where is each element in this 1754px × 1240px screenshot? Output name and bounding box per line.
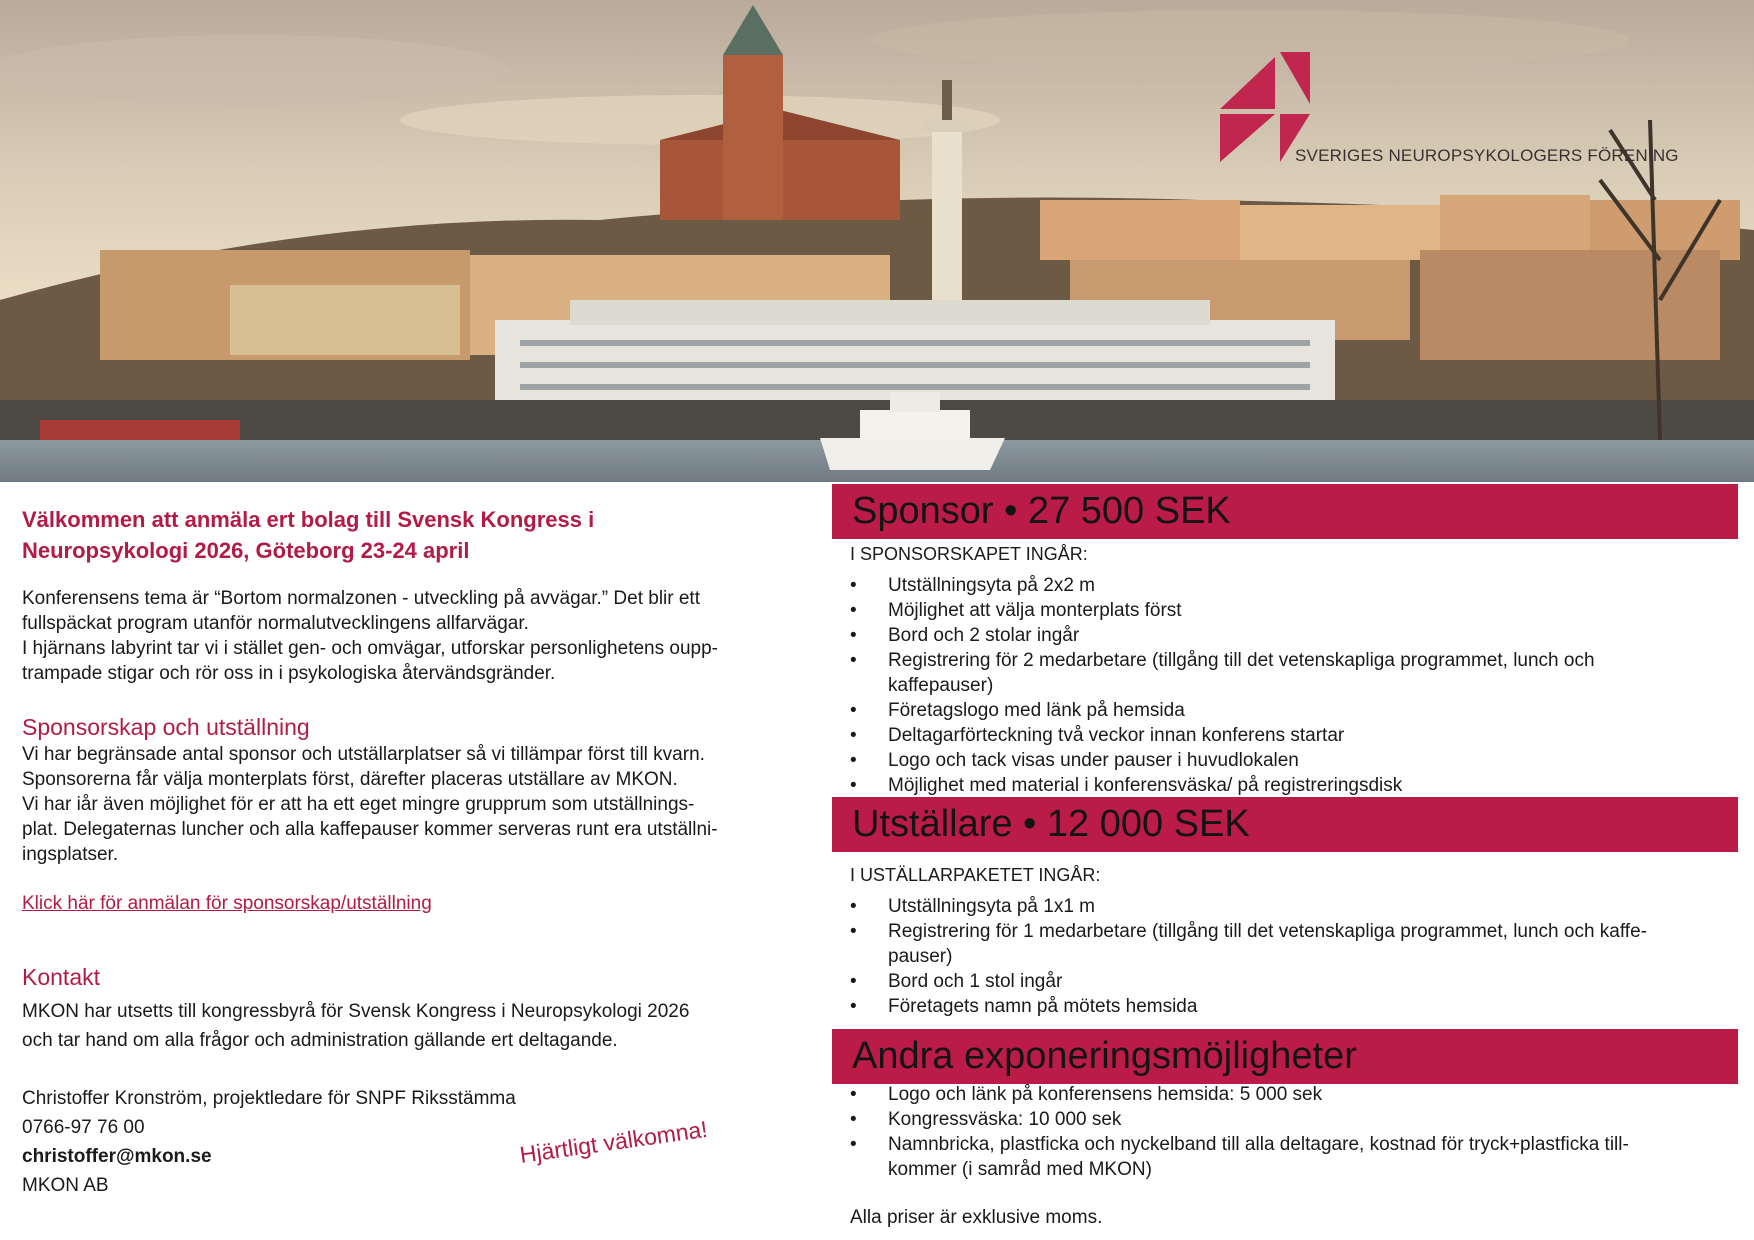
bullet-icon: •	[850, 700, 857, 721]
intro-heading-line: Välkommen att anmäla ert bolag till Svensk Kongress i	[22, 507, 595, 532]
list-item: • Registrering för 1 medarbetare (tillgång till det vetenskapliga programmet, lunch och kaffe- pauser)	[850, 921, 1647, 967]
bullet-icon: •	[850, 775, 857, 796]
paragraph-line: I hjärnans labyrint tar vi i stället gen- och omvägar, utforskar personlighetens oupp-	[22, 638, 718, 659]
bullet-icon: •	[850, 650, 857, 671]
bullet-icon: •	[850, 750, 857, 771]
list-item: • Utställningsyta på 1x1 m	[850, 896, 1095, 917]
bullet-icon: •	[850, 725, 857, 746]
exhibitor-package-band: Utställare • 12 000 SEK	[832, 797, 1738, 852]
bullet-icon: •	[850, 1109, 857, 1130]
paragraph-line: Sponsorerna får välja monterplats först, därefter placeras utställare av MKON.	[22, 769, 678, 790]
intro-heading	[22, 504, 802, 566]
sponsorship-paragraph	[22, 742, 802, 867]
list-item: • Företagets namn på mötets hemsida	[850, 996, 1198, 1017]
list-item: • Bord och 2 stolar ingår	[850, 625, 1080, 646]
bullet-icon: •	[850, 1134, 857, 1155]
paragraph-line: Vi har iår även möjlighet för er att ha ett eget mingre grupprum som utställnings-	[22, 794, 695, 815]
list-item: • Möjlighet med material i konferensväska/ på registreringsdisk	[850, 775, 1403, 796]
sponsor-package-band: Sponsor • 27 500 SEK	[832, 484, 1738, 539]
sponsor-package-list	[850, 573, 1730, 798]
list-item: • Företagslogo med länk på hemsida	[850, 700, 1185, 721]
other-options-list	[850, 1082, 1730, 1182]
list-item: • Deltagarförteckning två veckor innan konferens startar	[850, 725, 1345, 746]
paragraph-line: trampade stigar och rör oss in i psykologiska återvändsgränder.	[22, 663, 556, 684]
bullet-icon: •	[850, 1084, 857, 1105]
list-item: • Kongressväska: 10 000 sek	[850, 1109, 1122, 1130]
exhibitor-package-subtitle: I USTÄLLARPAKETET INGÅR:	[850, 865, 1101, 885]
bullet-icon: •	[850, 575, 857, 596]
paragraph-line: fullspäckat program utanför normalutvecklingens allfarvägar.	[22, 613, 529, 634]
other-options-band: Andra exponeringsmöjligheter	[832, 1029, 1738, 1084]
snpf-logo-text: SVERIGES NEUROPSYKOLOGERS FÖRENING	[1295, 146, 1679, 165]
snpf-logo	[1215, 52, 1679, 168]
paragraph-line: ingsplatser.	[22, 844, 119, 865]
contact-person-name: Christoffer Kronström, projektledare för SNPF Riksstämma	[22, 1088, 516, 1109]
bullet-icon: •	[850, 921, 857, 942]
sponsor-package-subtitle: I SPONSORSKAPET INGÅR:	[850, 544, 1088, 564]
contact-company: MKON AB	[22, 1175, 109, 1196]
paragraph-line: Vi har begränsade antal sponsor och utställarplatser så vi tillämpar först till kvarn.	[22, 744, 705, 765]
signup-link[interactable]: Klick här för anmälan för sponsorskap/utställning	[22, 893, 432, 914]
list-item: • Namnbricka, plastficka och nyckelband till alla deltagare, kostnad för tryck+plastficka till- kommer (i samråd med MKON)	[850, 1134, 1629, 1180]
intro-heading-line: Neuropsykologi 2026, Göteborg 23-24 april	[22, 538, 470, 563]
bullet-icon: •	[850, 996, 857, 1017]
bullet-icon: •	[850, 625, 857, 646]
paragraph-line: och tar hand om alla frågor och administration gällande ert deltagande.	[22, 1030, 618, 1051]
list-item: • Möjlighet att välja monterplats först	[850, 600, 1182, 621]
exhibitor-package-list	[850, 894, 1730, 1019]
list-item: • Logo och länk på konferensens hemsida: 5 000 sek	[850, 1084, 1323, 1105]
bullet-icon: •	[850, 971, 857, 992]
contact-phone: 0766-97 76 00	[22, 1117, 145, 1138]
vat-note: Alla priser är exklusive moms.	[850, 1207, 1103, 1228]
bullet-icon: •	[850, 896, 857, 917]
contact-paragraph	[22, 997, 802, 1055]
contact-heading: Kontakt	[22, 964, 100, 990]
list-item: • Bord och 1 stol ingår	[850, 971, 1063, 992]
contact-email[interactable]: christoffer@mkon.se	[22, 1146, 212, 1167]
list-item: • Logo och tack visas under pauser i huvudlokalen	[850, 750, 1299, 771]
bullet-icon: •	[850, 600, 857, 621]
paragraph-line: MKON har utsetts till kongressbyrå för Svensk Kongress i Neuropsykologi 2026	[22, 1001, 690, 1022]
paragraph-line: plat. Delegaternas luncher och alla kaffepauser kommer serveras runt era utställni-	[22, 819, 718, 840]
welcome-tagline: Hjärtligt välkomna!	[518, 1115, 710, 1168]
sponsorship-heading: Sponsorskap och utställning	[22, 714, 310, 740]
intro-paragraph	[22, 586, 802, 686]
list-item: • Utställningsyta på 2x2 m	[850, 575, 1095, 596]
paragraph-line: Konferensens tema är “Bortom normalzonen - utveckling på avvägar.” Det blir ett	[22, 588, 700, 609]
list-item: • Registrering för 2 medarbetare (tillgång till det vetenskapliga programmet, lunch och kaffepauser)	[850, 650, 1595, 696]
